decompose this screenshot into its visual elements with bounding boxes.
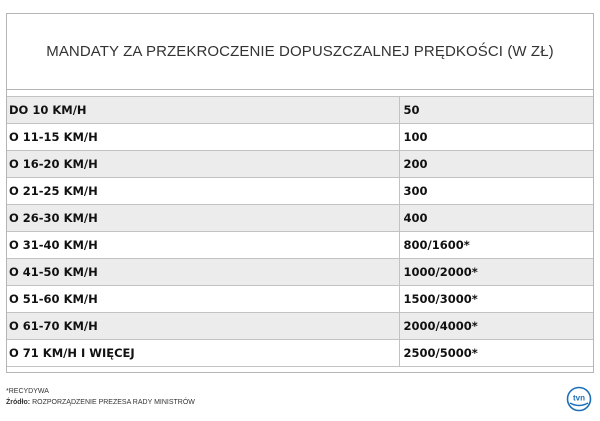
speed-range-cell: O 71 KM/H I WIĘCEJ xyxy=(7,340,399,367)
fine-amount-cell: 50 xyxy=(399,97,593,124)
source-note xyxy=(6,399,195,406)
table-row xyxy=(7,286,593,313)
speed-range-cell: O 41-50 KM/H xyxy=(7,259,399,286)
fine-amount-cell: 400 xyxy=(399,205,593,232)
table-row xyxy=(7,97,593,124)
table-row xyxy=(7,232,593,259)
source-text: ROZPORZĄDZENIE PREZESA RADY MINISTRÓW xyxy=(32,399,195,406)
speed-range-cell: O 26-30 KM/H xyxy=(7,205,399,232)
fine-amount-cell: 1500/3000* xyxy=(399,286,593,313)
speed-range-cell: O 11-15 KM/H xyxy=(7,124,399,151)
table-row xyxy=(7,151,593,178)
table-row xyxy=(7,259,593,286)
speed-range-cell: O 51-60 KM/H xyxy=(7,286,399,313)
table-row xyxy=(7,178,593,205)
fine-amount-cell: 1000/2000* xyxy=(399,259,593,286)
speed-range-cell: O 21-25 KM/H xyxy=(7,178,399,205)
title-box xyxy=(7,14,593,90)
tvn24-logo-icon xyxy=(566,386,592,412)
fine-amount-cell: 200 xyxy=(399,151,593,178)
table-row xyxy=(7,340,593,367)
fine-amount-cell: 300 xyxy=(399,178,593,205)
source-label: Źródło: xyxy=(6,399,31,406)
speed-range-cell: DO 10 KM/H xyxy=(7,97,399,124)
fine-amount-cell: 100 xyxy=(399,124,593,151)
speed-range-cell: O 16-20 KM/H xyxy=(7,151,399,178)
speed-range-cell: O 61-70 KM/H xyxy=(7,313,399,340)
fine-amount-cell: 2500/5000* xyxy=(399,340,593,367)
table-title: MANDATY ZA PRZEKROCZENIE DOPUSZCZALNEJ PRĘDKOŚCI (W ZŁ) xyxy=(46,43,554,60)
table-row xyxy=(7,124,593,151)
fine-amount-cell: 800/1600* xyxy=(399,232,593,259)
speed-range-cell: O 31-40 KM/H xyxy=(7,232,399,259)
footnote: *RECYDYWA xyxy=(6,388,49,395)
fine-amount-cell: 2000/4000* xyxy=(399,313,593,340)
fines-table xyxy=(7,96,593,367)
logo-text: tvn xyxy=(573,393,585,403)
table-row xyxy=(7,313,593,340)
table-row xyxy=(7,205,593,232)
fines-card xyxy=(6,13,594,373)
